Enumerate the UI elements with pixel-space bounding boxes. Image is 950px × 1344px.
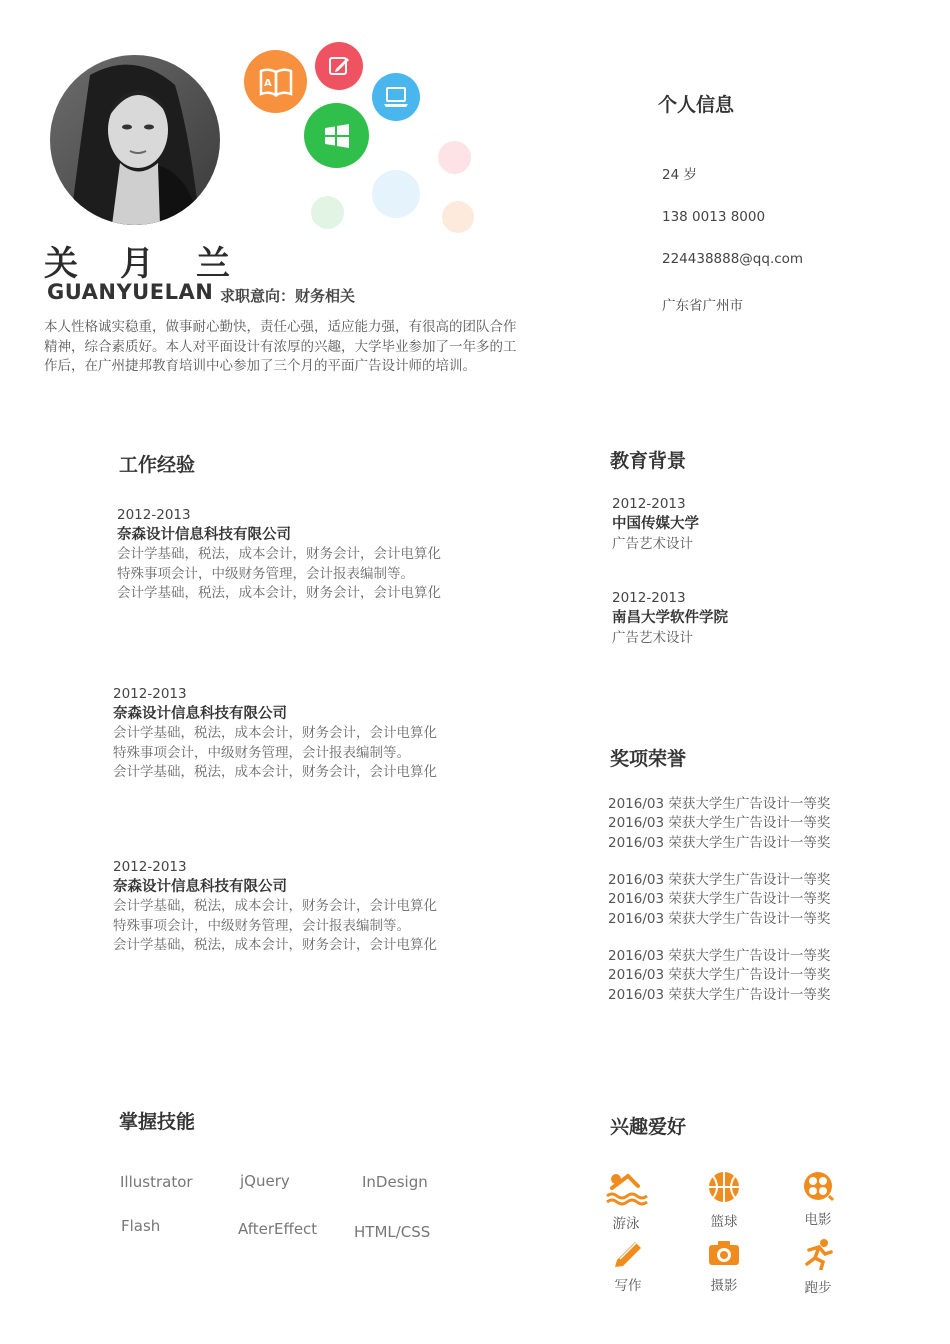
decor-dot (311, 196, 344, 229)
skill-item: Flash (121, 1217, 161, 1235)
hobbies-title: 兴趣爱好 (610, 1116, 687, 1138)
work-title: 工作经验 (119, 454, 196, 476)
age: 24 岁 (662, 167, 697, 183)
education-school: 中国传媒大学 (612, 516, 699, 532)
award-line: 2016/03 荣获大学生广告设计一等奖 (608, 834, 831, 851)
work-desc-line: 特殊事项会计，中级财务管理，会计报表编制等。 (113, 917, 410, 934)
edit-bubble (315, 42, 363, 90)
windows-bubble (304, 103, 369, 168)
personal-info-title: 个人信息 (658, 94, 735, 116)
award-line: 2016/03 荣获大学生广告设计一等奖 (608, 967, 831, 984)
education-major: 广告艺术设计 (612, 630, 693, 646)
work-year: 2012-2013 (113, 686, 187, 702)
phone: 138 0013 8000 (662, 209, 766, 225)
work-item (113, 685, 437, 783)
education-year: 2012-2013 (612, 496, 686, 512)
camera-icon (707, 1238, 741, 1268)
hobby-writing (598, 1238, 658, 1294)
award-line: 2016/03 荣获大学生广告设计一等奖 (608, 948, 831, 964)
swim-icon (604, 1170, 648, 1206)
hobby-label: 游泳 (612, 1216, 640, 1232)
hobby-label: 篮球 (710, 1214, 738, 1230)
work-desc-line: 特殊事项会计，中级财务管理，会计报表编制等。 (113, 744, 410, 761)
education-school: 南昌大学软件学院 (612, 610, 728, 626)
work-year: 2012-2013 (117, 507, 191, 523)
work-desc-line: 特殊事项会计，中级财务管理，会计报表编制等。 (117, 565, 414, 582)
hobby-film (788, 1170, 848, 1228)
work-desc-line: 会计学基础，税法，成本会计，财务会计，会计电算化 (117, 585, 441, 601)
decor-dot (372, 170, 420, 218)
award-group (608, 795, 830, 853)
award-line: 2016/03 荣获大学生广告设计一等奖 (608, 815, 831, 832)
skill-item: InDesign (362, 1173, 428, 1191)
award-line: 2016/03 荣获大学生广告设计一等奖 (608, 796, 831, 812)
award-line: 2016/03 荣获大学生广告设计一等奖 (608, 891, 831, 908)
portrait-photo (50, 55, 220, 225)
award-group (608, 871, 830, 929)
award-line: 2016/03 荣获大学生广告设计一等奖 (608, 872, 831, 888)
skills-title: 掌握技能 (119, 1111, 196, 1133)
name-chinese: 关月兰 (44, 244, 272, 284)
awards-title: 奖项荣誉 (610, 748, 687, 770)
windows-icon (324, 124, 350, 148)
self-introduction: 本人性格诚实稳重，做事耐心勤快，责任心强，适应能力强，有很高的团队合作精神，综合素质好。本人对平面设计有浓厚的兴趣，大学毕业参加了一年多的工作后，在广州捷邦教育培训中心参加了三个月的平面广告设计师的培训。 (44, 319, 517, 374)
work-desc-line: 会计学基础，税法，成本会计，财务会计，会计电算化 (113, 764, 437, 780)
work-desc-line: 会计学基础，税法，成本会计，财务会计，会计电算化 (113, 725, 437, 741)
film-icon (802, 1170, 834, 1202)
hobby-photography (694, 1238, 754, 1294)
work-desc-line: 会计学基础，税法，成本会计，财务会计，会计电算化 (117, 546, 441, 562)
avatar (50, 55, 220, 225)
skill-item: HTML/CSS (354, 1223, 431, 1241)
job-intent: 求职意向：财务相关 (220, 287, 356, 305)
skill-item: Illustrator (120, 1173, 193, 1191)
skill-item: AfterEffect (238, 1220, 318, 1238)
laptop-bubble (372, 73, 420, 121)
work-company: 奈森设计信息科技有限公司 (117, 526, 291, 543)
book-icon (259, 67, 293, 97)
hobby-swim (596, 1170, 656, 1232)
award-group (608, 947, 830, 1005)
decor-dot (438, 141, 471, 174)
name-english: GUANYUELAN (47, 280, 214, 304)
email: 224438888@qq.com (662, 251, 804, 267)
laptop-icon (383, 86, 409, 108)
basketball-icon (707, 1170, 741, 1204)
hobby-basketball (694, 1170, 754, 1230)
education-year: 2012-2013 (612, 590, 686, 606)
hobby-running (788, 1238, 848, 1296)
education-major: 广告艺术设计 (612, 536, 693, 552)
education-item (612, 588, 728, 648)
work-company: 奈森设计信息科技有限公司 (113, 705, 287, 722)
work-item (113, 858, 437, 956)
hobby-label: 摄影 (710, 1278, 738, 1294)
run-icon (801, 1238, 835, 1270)
hobby-label: 写作 (614, 1278, 642, 1294)
hobby-label: 跑步 (804, 1280, 832, 1296)
decor-dot (442, 201, 474, 233)
hobby-label: 电影 (804, 1212, 832, 1228)
work-item (117, 506, 441, 604)
svg-text:A: A (263, 77, 272, 89)
location: 广东省广州市 (662, 298, 743, 314)
education-item (612, 494, 699, 554)
work-year: 2012-2013 (113, 859, 187, 875)
work-desc-line: 会计学基础，税法，成本会计，财务会计，会计电算化 (113, 898, 437, 914)
work-desc-line: 会计学基础，税法，成本会计，财务会计，会计电算化 (113, 937, 437, 953)
pencil-icon (611, 1238, 645, 1268)
work-company: 奈森设计信息科技有限公司 (113, 878, 287, 895)
skill-item: jQuery (240, 1172, 290, 1190)
award-line: 2016/03 荣获大学生广告设计一等奖 (608, 910, 831, 927)
award-line: 2016/03 荣获大学生广告设计一等奖 (608, 986, 831, 1003)
book-bubble (244, 50, 307, 113)
education-title: 教育背景 (610, 450, 687, 472)
edit-icon (327, 54, 351, 78)
